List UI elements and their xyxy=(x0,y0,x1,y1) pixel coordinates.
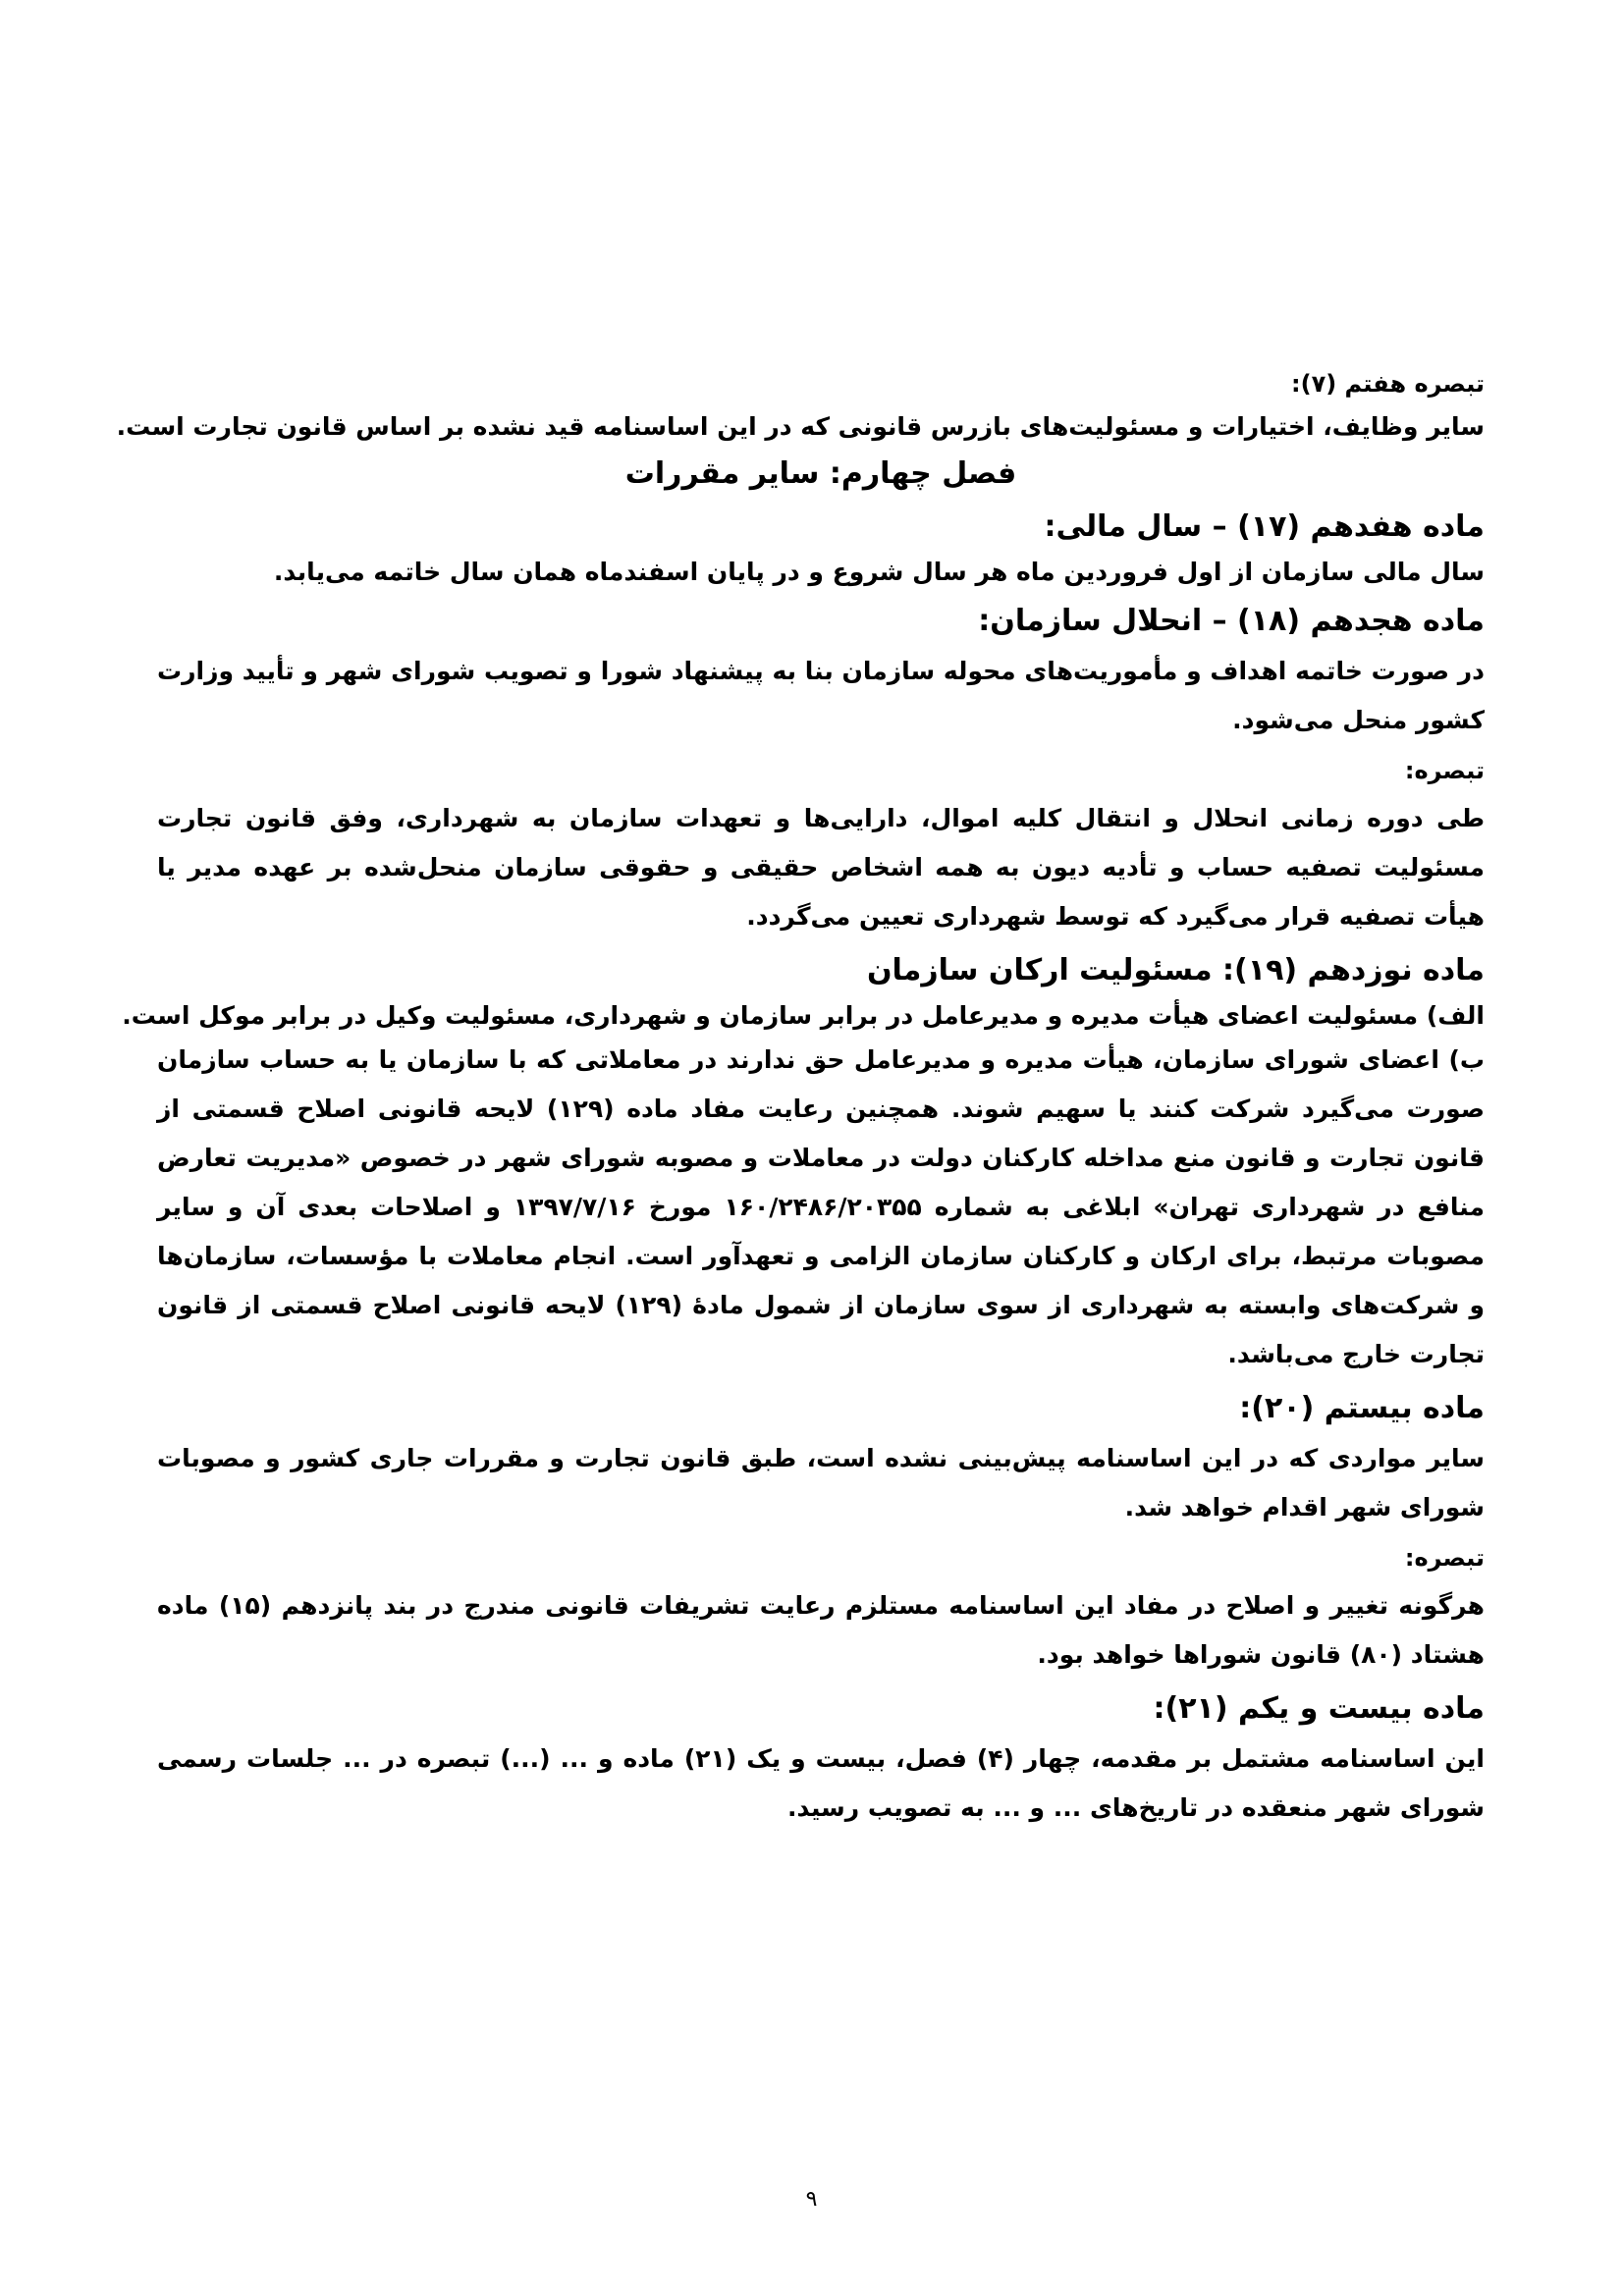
page-number: ۹ xyxy=(805,2187,818,2212)
article-19-clause-b: ب) اعضای شورای سازمان، هیأت مدیره و مدیرعامل حق ندارند در معاملاتی که با سازمان یا به حساب سازمان صورت می‌گیرد شرکت کنند یا سهیم شوند. همچنین رعایت مفاد ماده (۱۲۹) لایحه قانونی اصلاح قسمتی از قانون تجارت و قانون منع مداخله کارکنان دولت در معاملات و مصوبه شورای شهر در خصوص «مدیریت تعارض منافع در شهرداری تهران» ابلاغی به شماره ۱۶۰/۲۴۸۶/۲۰۳۵۵ مورخ ۱۳۹۷/۷/۱۶ و اصلاحات بعدی آن و سایر مصوبات مرتبط، برای ارکان و کارکنان سازمان الزامی و تعهدآور است. انجام معاملات با مؤسسات، سازمان‌ها و شرکت‌های وابسته به شهرداری از سوی سازمان از شمول مادهٔ (۱۲۹) لایحه قانونی اصلاح قسمتی از قانون تجارت خارج می‌باشد. xyxy=(157,1045,1485,1368)
note-7-text: سایر وظایف، اختیارات و مسئولیت‌های بازرس قانونی که در این اساسنامه قید نشده بر اساس قانون تجارت است. xyxy=(116,412,1485,441)
note-7-title: تبصره هفتم (۷): xyxy=(1291,370,1485,398)
article-18-title: ماده هجدهم (۱۸) – انحلال سازمان: xyxy=(978,604,1485,638)
article-18-text: در صورت خاتمه اهداف و مأموریت‌های محوله سازمان بنا به پیشنهاد شورا و تصویب شورای شهر و تأیید وزارت کشور منحل می‌شود. xyxy=(157,657,1485,734)
article-21-title: ماده بیست و یکم (۲۱): xyxy=(1153,1691,1485,1726)
article-17-text: سال مالی سازمان از اول فروردین ماه هر سال شروع و در پایان اسفندماه همان سال خاتمه می‌یابد. xyxy=(273,558,1485,586)
article-20-note-title: تبصره: xyxy=(1404,1544,1485,1572)
article-20-note-text: هرگونه تغییر و اصلاح در مفاد این اساسنامه مستلزم رعایت تشریفات قانونی مندرج در بند پانزدهم (۱۵) ماده هشتاد (۸۰) قانون شوراها خواهد بود. xyxy=(157,1591,1485,1669)
article-19-title: ماده نوزدهم (۱۹): مسئولیت ارکان سازمان xyxy=(866,953,1485,988)
article-19-clause-a: الف) مسئولیت اعضای هیأت مدیره و مدیرعامل در برابر سازمان و شهرداری، مسئولیت وکیل در برابر موکل است. xyxy=(122,1001,1485,1030)
article-21-text: این اساسنامه مشتمل بر مقدمه، چهار (۴) فصل، بیست و یک (۲۱) ماده و ... (...) تبصره در ... جلسات رسمی شورای شهر منعقده در تاریخ‌های ... و ... به تصویب رسید. xyxy=(157,1744,1485,1822)
article-20-title: ماده بیستم (۲۰): xyxy=(1239,1391,1485,1425)
article-17-title: ماده هفدهم (۱۷) – سال مالی: xyxy=(1044,509,1485,544)
chapter-4-title: فصل چهارم: سایر مقررات xyxy=(624,456,1017,491)
article-18-note-text: طی دوره زمانی انحلال و انتقال کلیه اموال، دارایی‌ها و تعهدات سازمان به شهرداری، وفق قانون تجارت مسئولیت تصفیه حساب و تأدیه دیون به همه اشخاص حقیقی و حقوقی سازمان منحل‌شده بر عهده مدیر یا هیأت تصفیه قرار می‌گیرد که توسط شهرداری تعیین می‌گردد. xyxy=(157,804,1485,931)
page-content xyxy=(116,358,1485,1833)
article-20-text: سایر مواردی که در این اساسنامه پیش‌بینی نشده است، طبق قانون تجارت و مقررات جاری کشور و مصوبات شورای شهر اقدام خواهد شد. xyxy=(157,1444,1485,1522)
article-18-note-title: تبصره: xyxy=(1404,757,1485,784)
